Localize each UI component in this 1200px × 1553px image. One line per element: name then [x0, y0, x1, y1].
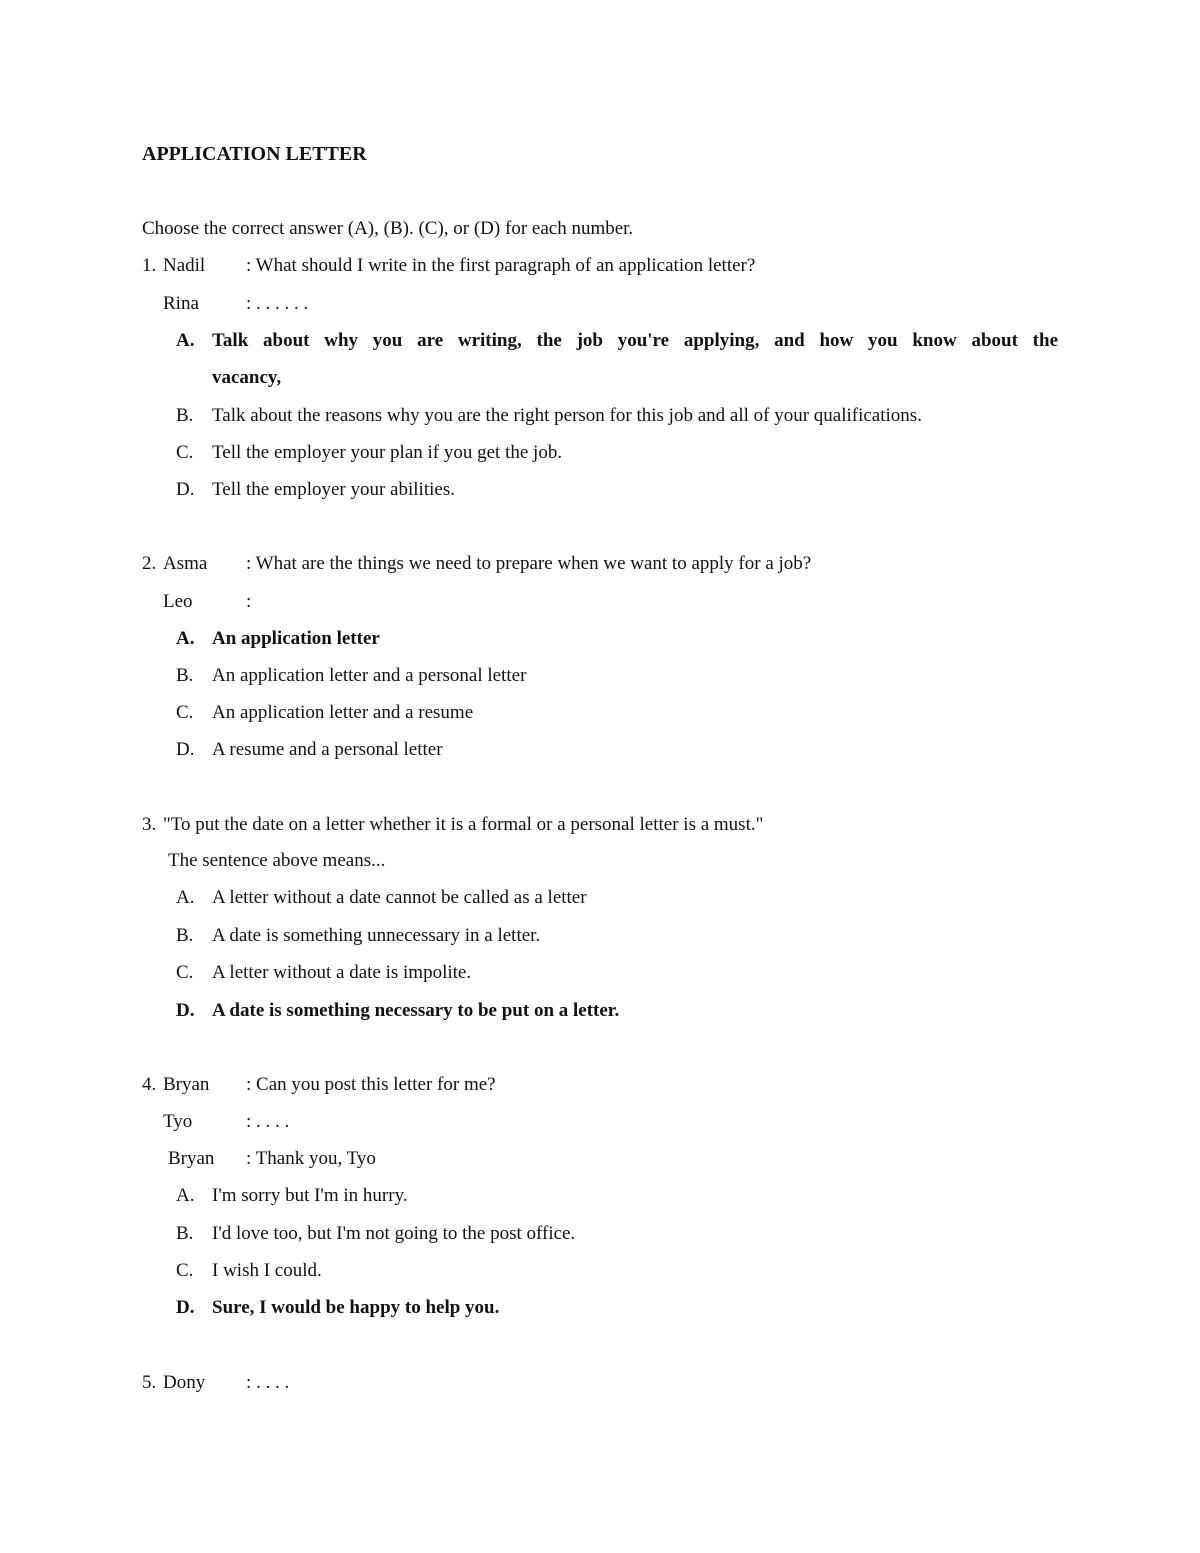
option-text-correct: Talk about why you are writing, the job you're applying, and how you know about the: [212, 330, 1058, 351]
dialogue-line: : What should I write in the first paragraph of an application letter?: [246, 255, 756, 276]
speaker-name: Tyo: [163, 1111, 193, 1132]
instruction-text: Choose the correct answer (A), (B). (C), or (D) for each number.: [142, 218, 634, 239]
option-text: Tell the employer your plan if you get the job.: [212, 442, 563, 463]
option-text: An application letter and a resume: [212, 702, 474, 723]
question-number: 3.: [142, 814, 157, 835]
option-text: Tell the employer your abilities.: [212, 479, 455, 500]
option-letter: A.: [176, 330, 195, 351]
dialogue-line: : Thank you, Tyo: [246, 1148, 376, 1169]
option-text: Talk about the reasons why you are the right person for this job and all of your qualifications.: [212, 405, 922, 426]
speaker-name: Dony: [163, 1372, 206, 1393]
option-text: I'd love too, but I'm not going to the post office.: [212, 1223, 576, 1244]
option-letter: C.: [176, 1260, 194, 1281]
question-number: 2.: [142, 553, 157, 574]
speaker-name: Leo: [163, 591, 193, 612]
option-letter: B.: [176, 405, 194, 426]
option-text: I wish I could.: [212, 1260, 322, 1281]
option-text: A letter without a date is impolite.: [212, 962, 472, 983]
option-letter: C.: [176, 702, 194, 723]
option-letter: C.: [176, 962, 194, 983]
option-letter: D.: [176, 1297, 195, 1318]
option-text-correct: A date is something necessary to be put on a letter.: [212, 1000, 620, 1021]
option-letter: A.: [176, 628, 195, 649]
document-title: APPLICATION LETTER: [142, 143, 367, 165]
option-letter: D.: [176, 479, 195, 500]
option-letter: D.: [176, 1000, 195, 1021]
option-letter: A.: [176, 1185, 195, 1206]
option-text: An application letter and a personal letter: [212, 665, 527, 686]
speaker-name: Nadil: [163, 255, 206, 276]
speaker-name: Asma: [163, 553, 208, 574]
option-letter: C.: [176, 442, 194, 463]
dialogue-line: : What are the things we need to prepare when we want to apply for a job?: [246, 553, 812, 574]
option-letter: B.: [176, 665, 194, 686]
option-text: A resume and a personal letter: [212, 739, 443, 760]
question-quote: "To put the date on a letter whether it is a formal or a personal letter is a must.": [163, 814, 764, 835]
option-text: A date is something unnecessary in a letter.: [212, 925, 541, 946]
option-text-correct: Sure, I would be happy to help you.: [212, 1297, 500, 1318]
dialogue-line: : . . . .: [246, 1372, 290, 1393]
speaker-name: Bryan: [168, 1148, 215, 1169]
option-text: A letter without a date cannot be called as a letter: [212, 887, 587, 908]
option-text-correct: vacancy,: [212, 367, 282, 388]
question-number: 5.: [142, 1372, 157, 1393]
option-letter: B.: [176, 925, 194, 946]
dialogue-line: : Can you post this letter for me?: [246, 1074, 496, 1095]
speaker-name: Rina: [163, 293, 199, 314]
option-text: I'm sorry but I'm in hurry.: [212, 1185, 408, 1206]
question-number: 1.: [142, 255, 157, 276]
question-number: 4.: [142, 1074, 157, 1095]
dialogue-line: : . . . .: [246, 1111, 290, 1132]
speaker-name: Bryan: [163, 1074, 210, 1095]
question-prompt: The sentence above means...: [168, 850, 386, 871]
option-text-correct: An application letter: [212, 628, 380, 649]
option-letter: D.: [176, 739, 195, 760]
dialogue-line: :: [246, 591, 252, 612]
option-letter: A.: [176, 887, 195, 908]
option-letter: B.: [176, 1223, 194, 1244]
dialogue-line: : . . . . . .: [246, 293, 309, 314]
